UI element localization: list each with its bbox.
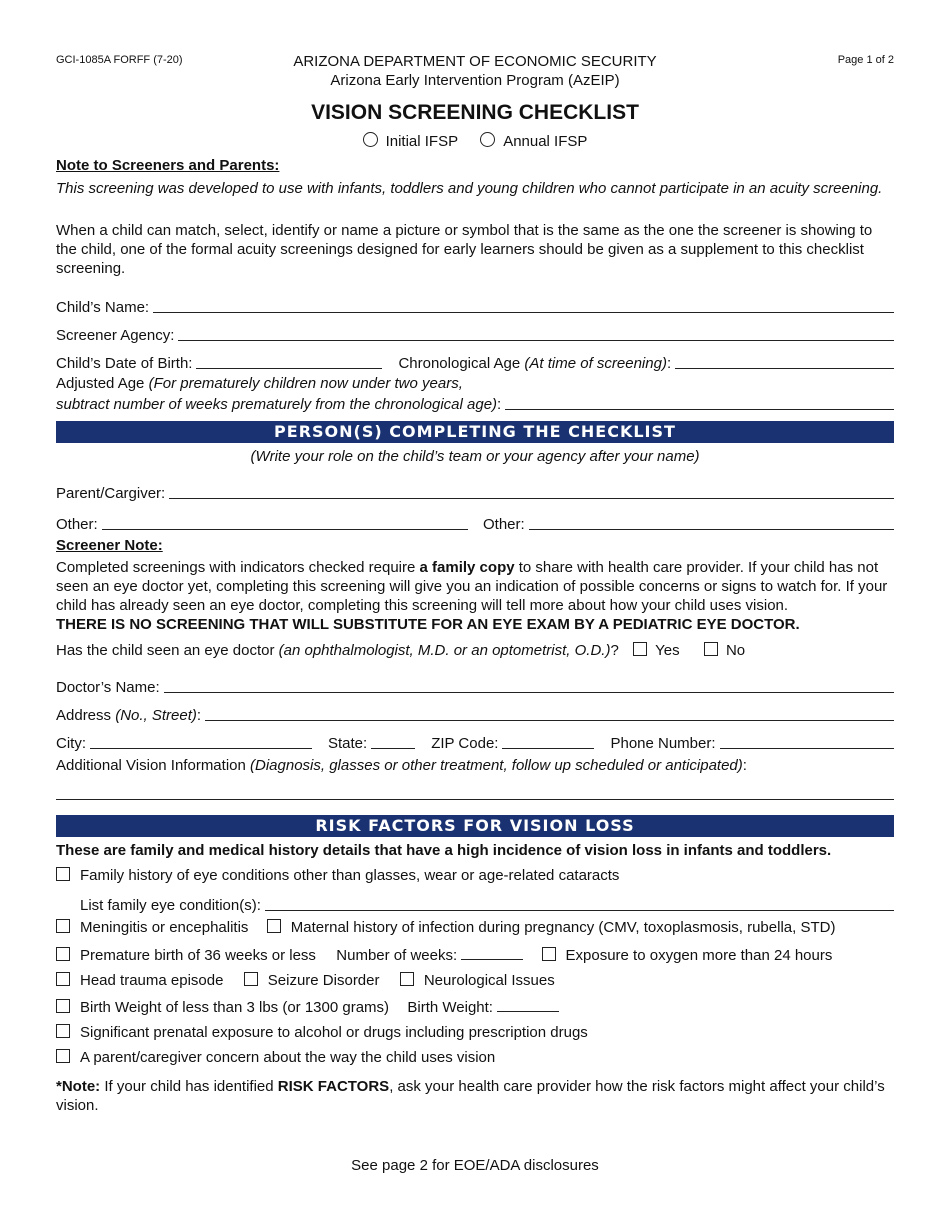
agency-name: ARIZONA DEPARTMENT OF ECONOMIC SECURITY <box>293 53 657 70</box>
child-name-line[interactable] <box>153 311 894 313</box>
risk-row-neuro <box>56 971 555 991</box>
checkbox-icon <box>267 919 281 933</box>
persons-subtitle: (Write your role on the child’s team or your agency after your name) <box>250 448 700 465</box>
state-line[interactable] <box>371 747 415 749</box>
checkbox-icon <box>244 972 258 986</box>
note-italic: This screening was developed to use with infants, toddlers and young children who cannot participate in an acuity screening. <box>56 180 883 197</box>
city-line[interactable] <box>90 747 312 749</box>
risk-birth-weight[interactable]: Birth Weight of less than 3 lbs (or 1300 grams) <box>56 999 389 1016</box>
checkbox-icon <box>56 919 70 933</box>
screener-agency-field[interactable]: Screener Agency: <box>56 322 894 344</box>
risk-head-trauma[interactable]: Head trauma episode <box>56 972 223 989</box>
checkbox-icon <box>56 1024 70 1038</box>
radio-circle-icon <box>363 132 378 147</box>
risk-concern[interactable]: A parent/caregiver concern about the way the child uses vision <box>56 1048 495 1068</box>
adjusted-age-line[interactable] <box>505 408 894 410</box>
parent-caregiver-field[interactable]: Parent/Cargiver: <box>56 480 894 502</box>
note-heading: Note to Screeners and Parents: <box>56 157 280 174</box>
risk-premature[interactable]: Premature birth of 36 weeks or less <box>56 947 316 964</box>
checkbox-icon <box>542 947 556 961</box>
checkbox-yes[interactable]: Yes <box>633 642 679 659</box>
additional-info-line[interactable] <box>56 799 894 800</box>
page-title: VISION SCREENING CHECKLIST <box>311 101 639 124</box>
risk-seizure[interactable]: Seizure Disorder <box>244 972 380 989</box>
checkbox-icon <box>56 1049 70 1063</box>
form-id: GCI-1085A FORFF (7-20) <box>56 54 183 66</box>
checkbox-icon <box>56 972 70 986</box>
checkbox-no[interactable]: No <box>704 642 745 659</box>
checkbox-icon <box>56 867 70 881</box>
doctor-name-line[interactable] <box>164 691 894 693</box>
persons-section-bar: PERSON(S) COMPLETING THE CHECKLIST <box>56 421 894 443</box>
checkbox-icon <box>400 972 414 986</box>
ifsp-type-group <box>0 132 950 150</box>
risk-neuro[interactable]: Neurological Issues <box>400 972 555 989</box>
zip-line[interactable] <box>502 747 594 749</box>
checkbox-icon <box>704 642 718 656</box>
risk-family-history[interactable]: Family history of eye conditions other than glasses, wear or age-related cataracts <box>56 866 619 886</box>
screener-note-heading: Screener Note: <box>56 537 163 554</box>
radio-annual-ifsp[interactable]: Annual IFSP <box>480 133 587 150</box>
risk-section-bar: RISK FACTORS FOR VISION LOSS <box>56 815 894 837</box>
page-number: Page 1 of 2 <box>837 54 894 66</box>
adjusted-age-field[interactable]: subtract number of weeks prematurely from the chronological age) : <box>56 391 894 413</box>
child-name-field[interactable]: Child’s Name: <box>56 294 894 316</box>
phone-line[interactable] <box>720 747 894 749</box>
checkbox-icon <box>56 947 70 961</box>
note-body: When a child can match, select, identify or name a picture or symbol that is the same as the one the screener is showing to the child, one of the formal acuity screenings designed for early learners should be given as a supplement to this checklist screening. <box>56 222 873 277</box>
adjusted-age-label: Adjusted Age (For prematurely children now under two years, <box>56 375 463 392</box>
birth-weight-line[interactable] <box>497 1010 559 1012</box>
dob-chrono-row: Child’s Date of Birth: Chronological Age (At time of screening) : <box>56 350 894 372</box>
radio-circle-icon <box>480 132 495 147</box>
other-field-1[interactable]: Other: <box>56 511 468 533</box>
radio-initial-ifsp[interactable]: Initial IFSP <box>363 133 458 150</box>
screener-agency-line[interactable] <box>178 339 894 341</box>
eye-doctor-question: Has the child seen an eye doctor (an ophthalmologist, M.D. or an optometrist, O.D.)? Yes No <box>56 642 746 659</box>
other-line-1[interactable] <box>102 528 468 530</box>
parent-caregiver-line[interactable] <box>169 497 894 499</box>
address-line[interactable] <box>205 719 894 721</box>
dob-line[interactable] <box>196 367 382 369</box>
additional-info-label: Additional Vision Information (Diagnosis, glasses or other treatment, follow up scheduled or anticipated): <box>56 757 747 774</box>
screener-note-body: Completed screenings with indicators checked require a family copy to share with health care provider. If your child has not seen an eye doctor yet, completing this screening will give you an indication of possible concerns or signs to watch for. If your child has already seen an eye doctor, completing this screening will tell more about how your child uses vision. THERE IS NO SCREENING THAT WILL SUBSTITUTE FOR AN EYE EXAM BY A PEDIATRIC EYE DOCTOR. <box>56 559 888 633</box>
checkbox-icon <box>56 999 70 1013</box>
risk-maternal[interactable]: Maternal history of infection during pregnancy (CMV, toxoplasmosis, rubella, STD) <box>267 919 836 936</box>
risk-row-premature: Premature birth of 36 weeks or less Number of weeks: Exposure to oxygen more than 24 hours <box>56 946 832 966</box>
family-condition-line[interactable] <box>265 909 894 911</box>
program-name: Arizona Early Intervention Program (AzEIP) <box>330 72 620 89</box>
risk-row-infections <box>56 918 835 938</box>
family-condition-field[interactable]: List family eye condition(s): <box>80 892 894 914</box>
risk-prenatal[interactable]: Significant prenatal exposure to alcohol or drugs including prescription drugs <box>56 1023 588 1043</box>
screener-caps-warning: THERE IS NO SCREENING THAT WILL SUBSTITUTE FOR AN EYE EXAM BY A PEDIATRIC EYE DOCTOR. <box>56 616 800 633</box>
footer-disclosure: See page 2 for EOE/ADA disclosures <box>351 1157 599 1174</box>
risk-note: *Note: If your child has identified RISK FACTORS, ask your health care provider how the risk factors might affect your child’s vision. <box>56 1078 885 1114</box>
chrono-age-line[interactable] <box>675 367 894 369</box>
doctor-name-field[interactable]: Doctor’s Name: <box>56 674 894 696</box>
weeks-line[interactable] <box>461 958 523 960</box>
address-field[interactable]: Address (No., Street) : <box>56 702 894 724</box>
other-field-2[interactable]: Other: <box>483 511 894 533</box>
checkbox-icon <box>633 642 647 656</box>
other-line-2[interactable] <box>529 528 894 530</box>
city-state-zip-phone-row: City: State: ZIP Code: Phone Number: <box>56 730 894 752</box>
risk-meningitis[interactable]: Meningitis or encephalitis <box>56 919 248 936</box>
risk-intro: These are family and medical history details that have a high incidence of vision loss in infants and toddlers. <box>56 842 832 859</box>
risk-row-weight: Birth Weight of less than 3 lbs (or 1300 grams) Birth Weight: <box>56 998 563 1018</box>
risk-oxygen[interactable]: Exposure to oxygen more than 24 hours <box>542 947 833 964</box>
